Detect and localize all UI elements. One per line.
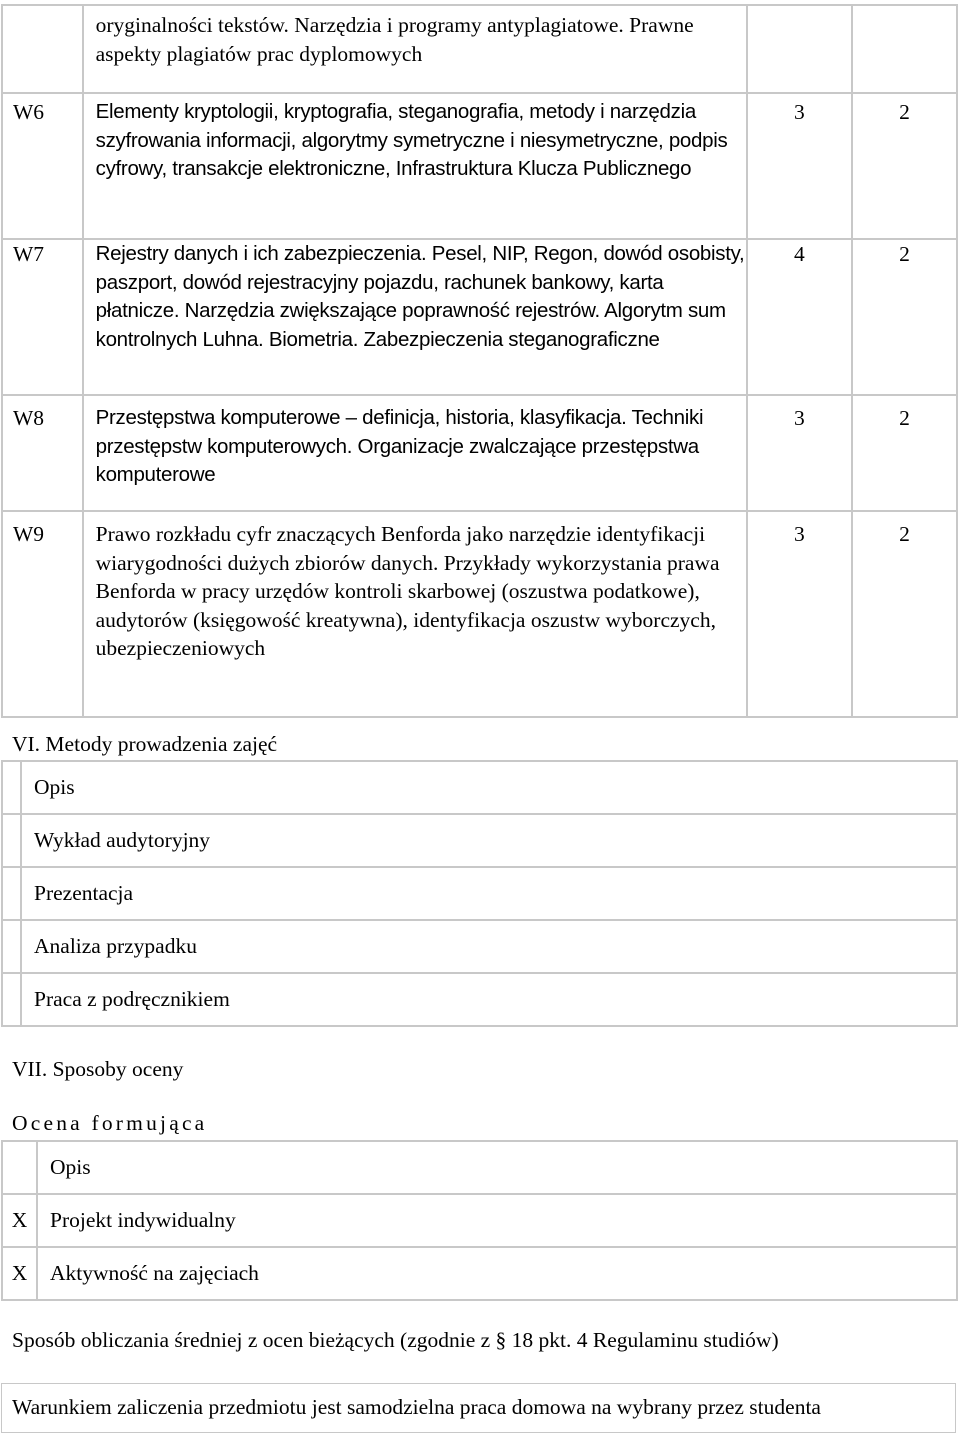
- topic-row: [2, 239, 957, 395]
- topic-description: Prawo rozkładu cyfr znaczących Benforda jako narzędzie identyfikacji wiarygodności dużych zbiorów danych. Przykłady wykorzystania prawa Benforda w pracy urzędów kontroli skarbowej (oszustwa podatkowe), audytorów (księgowość kreatywna), identyfikacja oszustw wyborczych, ubezpieczeniowych: [83, 511, 747, 717]
- assessment-label: Projekt indywidualny: [37, 1194, 957, 1247]
- method-label: Prezentacja: [21, 867, 957, 920]
- topic-row: [2, 5, 957, 93]
- topic-row: [2, 511, 957, 717]
- topic-code: [2, 5, 83, 93]
- topic-ects: 2: [852, 239, 957, 395]
- assessment-table: [1, 1140, 958, 1301]
- assessment-header: Opis: [37, 1141, 957, 1194]
- method-label: Praca z podręcznikiem: [21, 973, 957, 1026]
- methods-header: Opis: [21, 761, 957, 814]
- topic-row: [2, 395, 957, 511]
- topic-hours: 3: [747, 93, 852, 239]
- topic-hours: [747, 5, 852, 93]
- topic-hours: 3: [747, 511, 852, 717]
- pass-condition-box: [1, 1383, 956, 1433]
- topic-description: Elementy kryptologii, kryptografia, steganografia, metody i narzędzia szyfrowania informacji, algorytmy symetryczne i niesymetryczne, podpis cyfrowy, transakcje elektroniczne, Infrastruktura Klucza Publicznego: [83, 93, 747, 239]
- topic-description: Przestępstwa komputerowe – definicja, historia, klasyfikacja. Techniki przestępstw komputerowych. Organizacje zwalczające przestępstwa komputerowe: [83, 395, 747, 511]
- topic-description: oryginalności tekstów. Narzędzia i programy antyplagiatowe. Prawne aspekty plagiatów prac dyplomowych: [83, 5, 747, 93]
- topic-row: [2, 93, 957, 239]
- methods-heading: VI. Metody prowadzenia zajęć: [12, 732, 278, 756]
- assessment-mark: X: [2, 1247, 37, 1300]
- assessment-subheading: Ocena formująca: [12, 1111, 208, 1135]
- pass-condition: Warunkiem zaliczenia przedmiotu jest samodzielna praca domowa na wybrany przez studenta: [12, 1395, 821, 1419]
- topic-hours: 3: [747, 395, 852, 511]
- method-row: [2, 867, 957, 920]
- methods-table: [1, 760, 958, 1027]
- assessment-row: [2, 1194, 957, 1247]
- topic-code: W6: [2, 93, 83, 239]
- assessment-row: [2, 1247, 957, 1300]
- method-row: [2, 814, 957, 867]
- topics-table: [1, 4, 958, 718]
- topic-code: W7: [2, 239, 83, 395]
- assessment-header-row: [2, 1141, 957, 1194]
- topic-code: W9: [2, 511, 83, 717]
- method-label: Analiza przypadku: [21, 920, 957, 973]
- topic-ects: 2: [852, 395, 957, 511]
- topic-hours: 4: [747, 239, 852, 395]
- method-label: Wykład audytoryjny: [21, 814, 957, 867]
- topic-ects: 2: [852, 93, 957, 239]
- topic-description: Rejestry danych i ich zabezpieczenia. Pesel, NIP, Regon, dowód osobisty, paszport, dowód rejestracyjny pojazdu, rachunek bankowy, karta płatnicze. Narzędzia zwiększające poprawność rejestrów. Algorytm sum kontrolnych Luhna. Biometria. Zabezpieczenia steganograficzne: [83, 239, 747, 395]
- average-note: Sposób obliczania średniej z ocen bieżących (zgodnie z § 18 pkt. 4 Regulaminu studiów): [12, 1328, 779, 1352]
- method-row: [2, 920, 957, 973]
- topic-ects: [852, 5, 957, 93]
- assessment-mark: X: [2, 1194, 37, 1247]
- methods-header-row: [2, 761, 957, 814]
- method-row: [2, 973, 957, 1026]
- assessment-label: Aktywność na zajęciach: [37, 1247, 957, 1300]
- topic-ects: 2: [852, 511, 957, 717]
- topic-code: W8: [2, 395, 83, 511]
- assessment-heading: VII. Sposoby oceny: [12, 1057, 184, 1081]
